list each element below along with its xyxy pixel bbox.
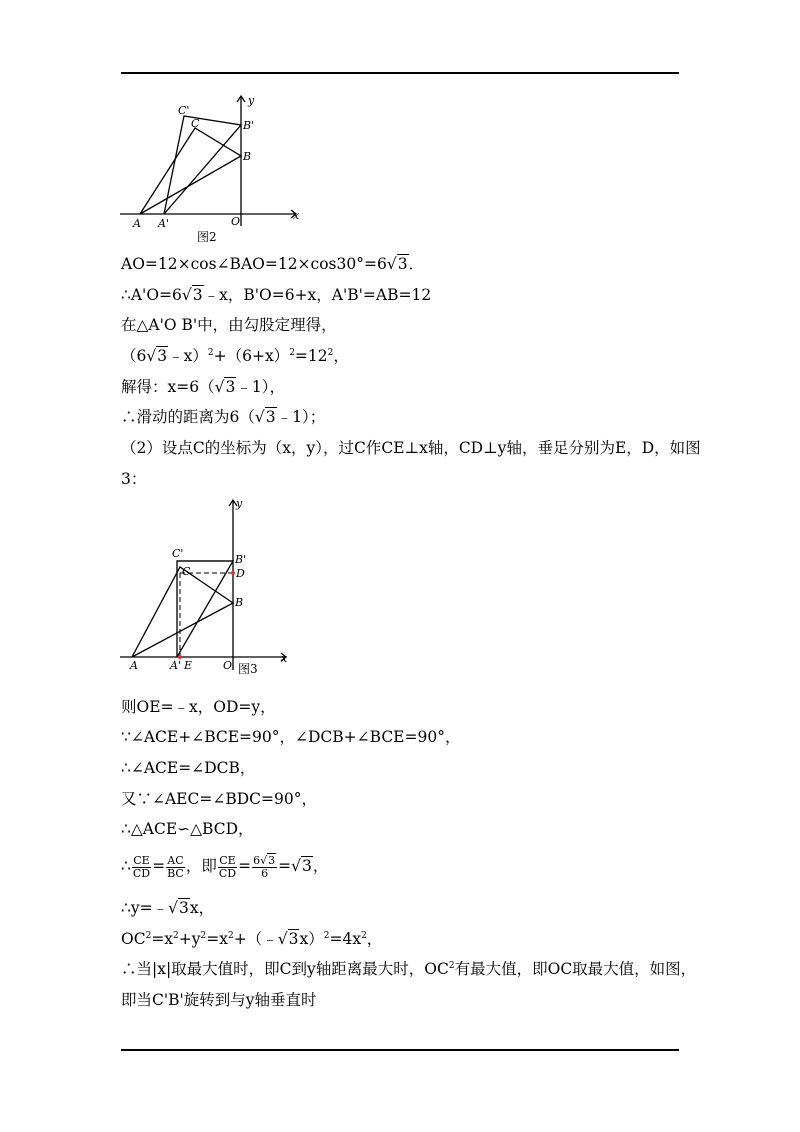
line-13: ∴△ACE∽△BCD，	[121, 820, 254, 838]
fig2-label-A: A	[133, 217, 141, 230]
fig3-label-y: y	[236, 497, 243, 510]
figure-3	[118, 495, 298, 675]
line-18: 即当C'B'旋转到与y轴垂直时	[121, 991, 317, 1009]
line-6: ∴滑动的距离为6（√3﹣1）；	[121, 408, 326, 426]
line-8: 3：	[121, 470, 147, 488]
fig3-label-D: D	[236, 567, 245, 580]
fig3-label-x: x	[281, 652, 288, 665]
line-9: 则OE=﹣x，OD=y，	[121, 698, 276, 716]
line-2: ∴A'O=6√3﹣x，B'O=6+x，A'B'=AB=12	[121, 286, 432, 304]
fig2-label-O: O	[231, 215, 241, 228]
line-4: $(6√3﹣x)^2+(6+x)^2=12^2$，	[121, 347, 349, 365]
fig2-label-C: C	[191, 117, 200, 130]
bottom-rule	[121, 1049, 679, 1051]
line-1: AO=12×cos∠BAO=12×cos30°=6√3．	[121, 255, 425, 273]
line-10: ∵∠ACE+∠BCE=90°，∠DCB+∠BCE=90°，	[121, 728, 461, 746]
line-5: 解得：x=6（√3﹣1），	[121, 378, 285, 396]
fig2-label-B: B	[243, 150, 252, 163]
fig3-label-B1: B'	[235, 553, 247, 566]
fig3-caption: 图3	[238, 662, 258, 676]
fig3-label-A: A	[130, 659, 138, 672]
fig2-label-y: y	[248, 94, 255, 107]
fig3-label-C: C	[182, 565, 191, 578]
top-rule	[121, 72, 679, 74]
fig2-caption: 图2	[197, 230, 217, 244]
fig3-label-A1: A'	[170, 659, 181, 672]
line-16: $OC^2=x^2+y^2=x^2+(﹣√3x)^2=4x^2$，	[121, 930, 383, 948]
line-3: 在△A'O B'中，由勾股定理得，	[121, 316, 337, 334]
fig3-label-O: O	[223, 659, 233, 672]
line-7: （2）设点C的坐标为（x，y），过C作CE⊥x轴，CD⊥y轴，垂足分别为E，D，如图	[121, 439, 701, 457]
fig2-label-A1: A'	[158, 217, 169, 230]
fig3-label-B: B	[235, 596, 244, 609]
fig2-label-B1: B'	[243, 119, 255, 132]
line-11: ∴∠ACE=∠DCB，	[121, 759, 256, 777]
fig2-label-C1: C'	[178, 104, 190, 117]
fig2-label-x: x	[293, 209, 300, 222]
line-14: ∴ $\frac{CE}{CD}$ = $\frac{AC}{BC}$ ，即 $\frac{CE}{CD}$ = $\frac{6√3}{6}$ =√3，	[121, 853, 329, 880]
line-17: ∴当|x|取最大值时，即C到y轴距离最大时，$OC^2$有最大值，即OC取最大值，如图，	[121, 960, 697, 978]
fig3-label-C1: C'	[172, 547, 184, 560]
line-12: 又∵∠AEC=∠BDC=90°，	[121, 790, 317, 808]
line-15: ∴y=﹣√3x，	[121, 899, 215, 917]
fig3-label-E: E	[184, 659, 193, 672]
